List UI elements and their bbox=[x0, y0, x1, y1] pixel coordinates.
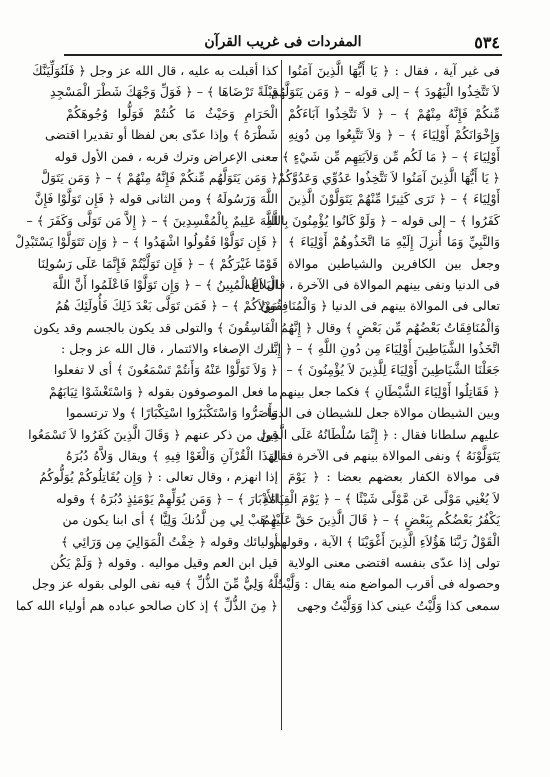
right-text-column bbox=[244, 60, 500, 750]
text-line: كَفَرُوا ﴾ – إلى قوله – ﴿ وَلَوْ كَانُوا يُؤْمِنُونَ بِاللَّهِ bbox=[266, 212, 500, 228]
text-line: قيل ابن العم وقيل مواليه . وقوله ﴿ وَلَمْ يَكُن bbox=[50, 554, 278, 570]
text-line: مِّنكُمْ فَإِنَّهُ مِنْهُمْ ﴾ – ﴿ لاَ تَتَّخِذُوا آبَاءَكُمْ bbox=[288, 105, 500, 121]
text-line: لاَ تَتَّخِذُوا الْيَهُودَ ﴾ – إلى قوله – ﴿ وَمَن يَتَوَلَّهُم bbox=[271, 84, 500, 100]
text-line: وجعل بين الكافرين والشياطين موالاة bbox=[288, 255, 500, 271]
text-line: ﴿ فَإِن تَوَلَّوْا فَقُولُوا اشْهَدُوا ﴾ – ﴿ وَإِن تَتَوَلَّوْا يَسْتَبْدِلْ bbox=[15, 234, 278, 250]
text-line: جَعَلْنَا الشَّيَاطِينَ أَوْلِيَاءَ لِلَّذِينَ لاَ يُؤْمِنُونَ ﴾ – bbox=[286, 362, 500, 378]
text-line: أَوْلِيَاءَ ﴾ – ﴿ مَا لَكُم مِّن وَلاَيَتِهِم مِّن شَيْءٍ ﴾ – bbox=[271, 148, 500, 164]
text-line: ما فعل الموصوفون بقوله ﴿ وَاسْتَغْشَوْا ثِيَابَهُمْ bbox=[48, 383, 278, 399]
text-line: وبين الشيطان موالاة جعل للشيطان فى الدنيا bbox=[266, 405, 500, 421]
text-line: فى موالاة الكفار بعضهم بعضا : ﴿ يَوْمَ bbox=[288, 469, 500, 485]
text-line: فى غير آية ، فقال : ﴿ يَا أَيُّهَا الَّذِينَ آمَنُوا bbox=[288, 63, 500, 78]
text-line: ﴿ وَلاَ تَوَلَّوْا عَنْهُ وَأَنتُمْ تَسْمَعُونَ ﴾ أى لا تفعلوا bbox=[53, 362, 278, 378]
text-line: يَكْفُرُ بَعْضُكُم بِبَعْضٍ ﴾ – ﴿ قَالَ الَّذِينَ حَقَّ عَلَيْهِمُ bbox=[262, 512, 500, 528]
text-line: قول من ذكر عنهم ﴿ وَقَالَ الَّذِينَ كَفَرُوا لاَ تَسْمَعُوا bbox=[28, 426, 278, 442]
text-line: تولى إذا عدّى بنفسه اقتضى معنى الولاية bbox=[288, 554, 500, 570]
text-line: وَالْمُنَافِقَاتُ بَعْضُهُم مِّن بَعْضٍ ﴾ وقال ﴿ إِنَّهُمُ bbox=[280, 319, 500, 335]
text-line: يَتَوَلَّوْنَهُ ﴾ ونفى الموالاة بينهم فى الآخرة فقال bbox=[267, 448, 500, 464]
column-divider bbox=[281, 60, 282, 730]
text-line: ﴿ وَمَن يَتَوَلَّهُم مِّنكُمْ فَإِنَّهُ مِنْهُمْ ﴾ – ﴿ وَمَن يَتَوَلَّ bbox=[40, 169, 278, 185]
text-line: ﴿ يَا أَيُّهَا الَّذِينَ آمَنُوا لاَ تَتَّخِذُوا عَدُوِّي وَعَدُوَّكُمْ bbox=[277, 169, 500, 185]
text-line: بترك الإصغاء والائتمار ، قال الله عز وجل : bbox=[61, 341, 278, 357]
text-line: لَّهُ وَلِيٌّ مِّنَ الذُّلِّ ﴾ فيه نفى الولى بقوله عز وجل bbox=[32, 576, 278, 592]
text-line: تعالى فى الموالاة بينهم فى الدنيا ﴿ وَالْمُنَافِقُونَ bbox=[260, 298, 500, 314]
text-line: إذا انهزم ، وقال تعالى : ﴿ وَإِن يُقَاتِلُوكُمْ يُوَلُّوكُمُ bbox=[39, 469, 278, 485]
text-line: ﴿ مِنَ الذُّلِّ ﴾ إذ كان صالحو عباده هم أولياء الله كما bbox=[15, 597, 278, 613]
text-line: الْفَاسِقُونَ ﴾ والتولى قد يكون بالجسم وقد يكون bbox=[33, 319, 278, 335]
text-line: معنى الإعراض وترك قربه ، فمن الأول قوله bbox=[54, 148, 278, 164]
text-line: اللَّهَ وَرَسُولَهُ ﴾ ومن الثانى قوله ﴿ فَإِن تَوَلَّوْا فَإِنَّ bbox=[34, 191, 278, 207]
text-line: ﴿ هَبْ لِي مِن لَّدُنكَ وَلِيًّا ﴾ أى ابنا يكون من bbox=[62, 512, 278, 528]
text-line: قِبْلَةً تَرْضَاهَا ﴾ – ﴿ فَوَلِّ وَجْهَكَ شَطْرَ الْمَسْجِدِ bbox=[50, 84, 278, 100]
text-line: أوليائك وقوله ﴿ خِفْتُ الْمَوَالِيَ مِن وَرَائِي ﴾ bbox=[61, 533, 278, 549]
text-line: قَوْمًا غَيْرَكُمْ ﴾ – ﴿ فَإِن تَوَلَّيْتُمْ فَإِنَّمَا عَلَى رَسُولِنَا bbox=[37, 255, 278, 271]
left-text-column bbox=[15, 60, 278, 750]
text-line: الْقَوْلُ رَبَّنَا هَؤُلاَءِ الَّذِينَ أَغْوَيْنَا ﴾ الآية ، وقولهم bbox=[273, 533, 500, 549]
page-number: ٥٣٤ bbox=[474, 33, 500, 52]
text-line: اتَّخَذُوا الشَّيَاطِينَ أَوْلِيَاءَ مِن دُونِ اللَّهِ ﴾ – ﴿ إِنَّا bbox=[270, 341, 500, 357]
text-line: وحصوله فى أقرب المواضع منه يقال : وَلَّيْتُ bbox=[274, 576, 500, 592]
running-title: المفردات فى غريب القرآن bbox=[204, 34, 362, 50]
text-line: اللَّهَ عَلِيمٌ بِالْمُفْسِدِينَ ﴾ – ﴿ إِلاَّ مَن تَوَلَّى وَكَفَرَ ﴾ – bbox=[26, 212, 278, 228]
text-line: الْبَلاَغُ الْمُبِينُ ﴾ – ﴿ وَإِن تَوَلَّوْا فَاعْلَمُوا أَنَّ اللَّهَ bbox=[52, 276, 278, 292]
text-line: ﴿ فَقَاتِلُوا أَوْلِيَاءَ الشَّيْطَانِ ﴾ فكما جعل بينهم bbox=[279, 383, 500, 399]
page-header bbox=[66, 31, 500, 53]
text-line: لِهَذَا الْقُرْآنِ وَالْغَوْا فِيهِ ﴾ ويقال وَلاَّهُ دُبُرَهُ bbox=[66, 448, 278, 464]
text-line: وَإِخْوَانَكُمْ أَوْلِيَاءَ ﴾ – ﴿ وَلاَ تَتَّبِعُوا مِن دُونِهِ bbox=[288, 127, 500, 143]
text-line: وَالنَّبِيِّ وَمَا أُنزِلَ إِلَيْهِ مَا اتَّخَذُوهُمْ أَوْلِيَاءَ ﴾ bbox=[288, 234, 500, 250]
text-line: أَوْلِيَاءَ ﴾ – ﴿ تَرَى كَثِيرًا مِّنْهُمْ يَتَوَلَّوْنَ الَّذِينَ bbox=[288, 191, 500, 207]
text-line: الأَدْبَارَ ﴾ – ﴿ وَمَن يُوَلِّهِمْ يَوْمَئِذٍ دُبُرَهُ ﴾ وقوله bbox=[56, 490, 278, 506]
text-line: الْحَرَامِ وَحَيْثُ مَا كُنتُمْ فَوَلُّوا وُجُوهَكُمْ bbox=[66, 105, 278, 121]
text-line: عليهم سلطانا فقال : ﴿ إِنَّمَا سُلْطَانُهُ عَلَى الَّذِينَ bbox=[260, 426, 500, 442]
text-line: كذا أقبلت به عليه ، قال الله عز وجل ﴿ فَلَنُوَلِّيَنَّكَ bbox=[32, 63, 278, 78]
text-line: مَوْلاَكُمْ ﴾ – ﴿ فَمَن تَوَلَّى بَعْدَ ذَلِكَ فَأُولَئِكَ هُمُ bbox=[55, 298, 278, 314]
text-line: فى الدنيا ونفى بينهم الموالاة فى الآخرة ، قال الله bbox=[244, 276, 500, 292]
header-rule bbox=[64, 54, 502, 56]
text-line: سمعى كذا وَلَّيْتُ عينى كذا وَوَلَّيْتُ وجهى bbox=[296, 597, 500, 613]
text-line: شَطْرَهُ ﴾ وإذا عدّى بعن لفظا أو تقديرا اقتضى bbox=[44, 127, 278, 143]
text-line: لاَ يُغْنِي مَوْلًى عَن مَّوْلًى شَيْئًا ﴾ – ﴿ يَوْمَ الْقِيَامَةِ bbox=[262, 490, 500, 506]
text-line: وَأَصَرُّوا وَاسْتَكْبَرُوا اسْتِكْبَارًا ﴾ ولا ترتسموا bbox=[66, 405, 278, 421]
